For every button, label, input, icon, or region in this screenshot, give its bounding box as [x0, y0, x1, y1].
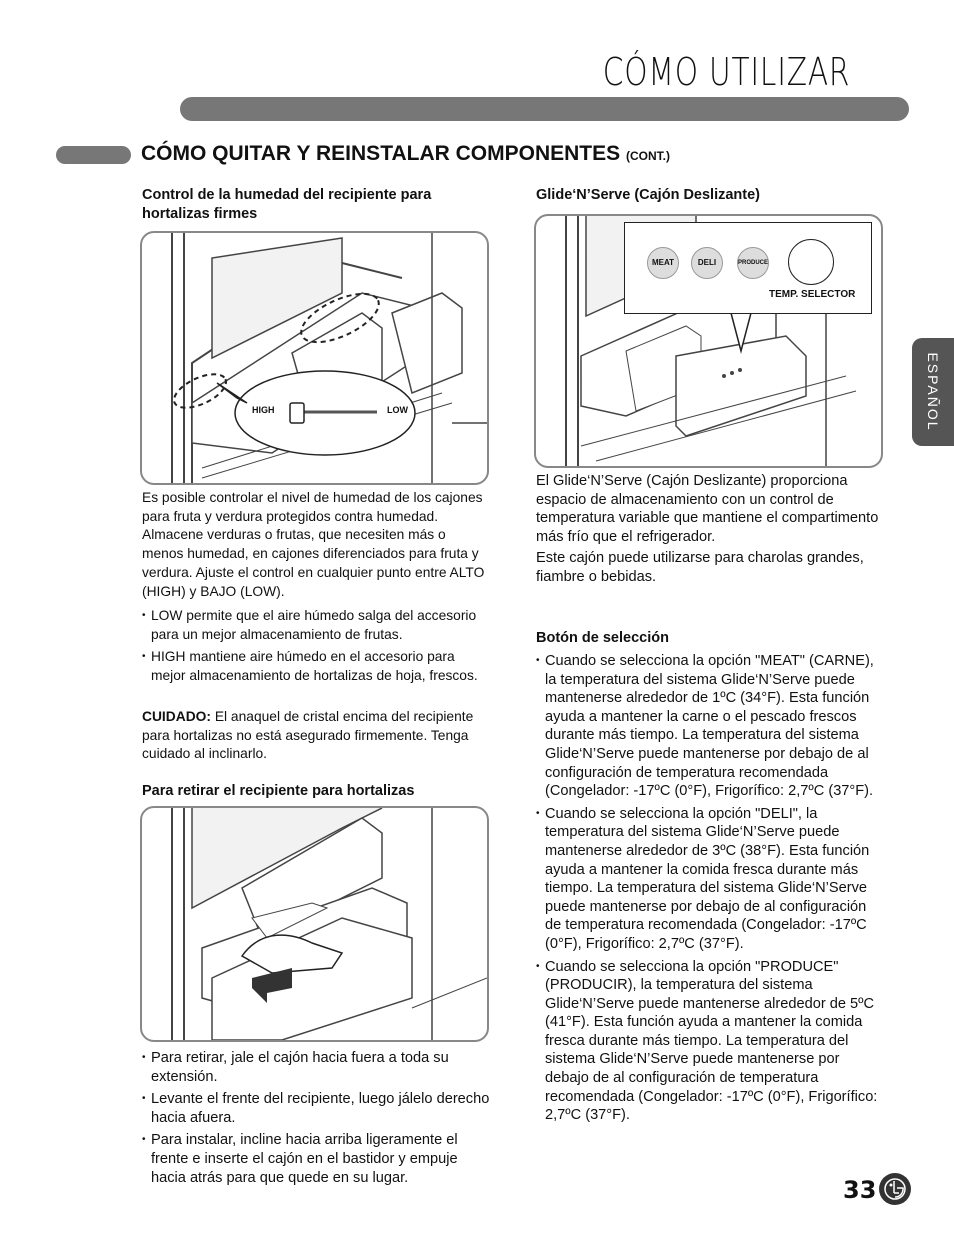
- header-bar: [180, 97, 909, 121]
- humidity-bullet-list: [142, 607, 490, 690]
- section-title: [141, 142, 670, 166]
- high-label: HIGH: [252, 405, 275, 415]
- caution-text: El anaquel de cristal encima del recipiente para hortalizas no está asegurado firmemente. Tenga cuidado al inclinarlo.: [142, 709, 474, 762]
- control-panel-callout: [624, 222, 872, 314]
- humidity-bullet-high: • HIGH mantiene aire húmedo en el accesorio para mejor almacenamiento de hortalizas de hoja, frescos.: [142, 648, 490, 685]
- humidity-control-illustration: [142, 233, 487, 483]
- low-label: LOW: [387, 405, 408, 415]
- glide-paragraph-1: El Glide‘N’Serve (Cajón Deslizante) proporciona espacio de almacenamiento con un control de temperatura variable que mantiene el compartimento más frío que el refrigerador.: [536, 473, 879, 545]
- glide-paragraph-2: Este cajón puede utilizarse para charolas grandes, fiambre o bebidas.: [536, 550, 864, 585]
- selection-bullet-list: [536, 652, 886, 1129]
- section-title-suffix: (CONT.): [625, 149, 670, 163]
- remove-heading: Para retirar el recipiente para hortalizas: [142, 783, 415, 799]
- produce-button: PRODUCE: [737, 247, 769, 279]
- lg-logo-icon: [879, 1173, 911, 1205]
- selection-bullet-deli: • Cuando se selecciona la opción "DELI", la temperatura del sistema Glide‘N’Serve puede mantenerse alrededor de 3ºC (38°F). Esta función ayuda a mantener la comida fresca durante más tiempo. La temperatura del sistema Glide‘N’Serve puede mantenerse por debajo de al configuración de temperatura recomendada (Congelador: -17ºC (0°F), Frigorífico: 2,7ºC (37°F).: [536, 805, 886, 954]
- glide-n-serve-figure: [534, 214, 883, 468]
- humidity-bullet-low: • LOW permite que el aire húmedo salga del accesorio para un mejor almacenamiento de frutas.: [142, 607, 490, 644]
- temp-selector-label: TEMP. SELECTOR: [769, 289, 856, 300]
- selection-heading: Botón de selección: [536, 630, 669, 646]
- section-pill: [56, 146, 131, 164]
- remove-bullet-1: • Para retirar, jale el cajón hacia fuera a toda su extensión.: [142, 1049, 492, 1086]
- remove-bullet-2: • Levante el frente del recipiente, luego jálelo derecho hacia afuera.: [142, 1090, 492, 1127]
- remove-bullet-list: [142, 1049, 492, 1191]
- humidity-heading: Control de la humedad del recipiente para hortalizas firmes: [142, 187, 432, 222]
- temp-selector-button: [788, 239, 834, 285]
- selection-bullet-meat: • Cuando se selecciona la opción "MEAT" (CARNE), la temperatura del sistema Glide‘N’Serve puede mantenerse alrededor de 1ºC (34°F). Esta función ayuda a mantener la carne o el pescado frescos durante más tiempo. La temperatura del sistema Glide‘N’Serve puede mantenerse por debajo de al configuración de temperatura recomendada (Congelador: -17ºC (0°F), Frigorífico: 2,7ºC (37°F).: [536, 652, 886, 801]
- caution-note: [142, 708, 490, 764]
- selection-bullet-produce: • Cuando se selecciona la opción "PRODUCE" (PRODUCIR), la temperatura del sistema Glide‘N’Serve puede mantenerse alrededor de 5ºC (41°F). Esta función ayuda a mantener la comida fresca durante más tiempo. La temperatura del sistema Glide‘N’Serve puede mantenerse por debajo de al configuración de temperatura recomendada (Congelador: -17ºC (0°F), Frigorífico: 2,7ºC (37°F).: [536, 958, 886, 1125]
- remove-bullet-3: • Para instalar, incline hacia arriba ligeramente el frente e inserte el cajón en el bastidor y empuje hacia atrás para que quede en su lugar.: [142, 1131, 492, 1187]
- humidity-paragraph: Es posible controlar el nivel de humedad de los cajones para fruta y verdura protegidos contra humedad. Almacene verduras o frutas, que necesiten más o menos humedad, en cajones diferenciados para fruta y verdura. Ajuste el control en cualquier punto entre ALTO (HIGH) y BAJO (LOW).: [142, 490, 485, 599]
- meat-button: MEAT: [647, 247, 679, 279]
- page-header-title: CÓMO UTILIZAR: [602, 50, 850, 94]
- language-tab-label: ESPAÑOL: [925, 352, 941, 432]
- remove-crisper-figure: [140, 806, 489, 1042]
- caution-label: CUIDADO:: [142, 709, 211, 724]
- section-title-text: CÓMO QUITAR Y REINSTALAR COMPONENTES: [141, 142, 621, 165]
- lg-logo: [879, 1173, 911, 1205]
- language-tab: [912, 338, 954, 446]
- glide-heading: Glide‘N’Serve (Cajón Deslizante): [536, 187, 761, 203]
- humidity-control-figure: [140, 231, 489, 485]
- remove-crisper-illustration: [142, 808, 487, 1040]
- deli-button: DELI: [691, 247, 723, 279]
- page-number: 33: [843, 1176, 877, 1204]
